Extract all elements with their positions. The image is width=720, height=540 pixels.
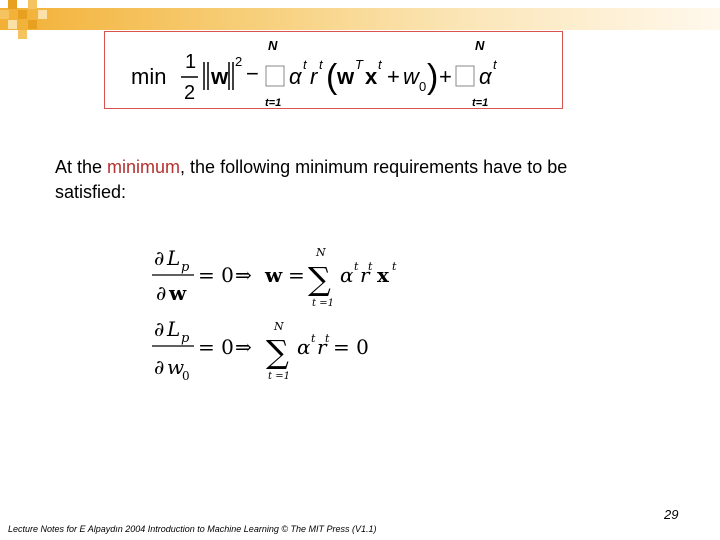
requirements-text [55, 155, 655, 205]
half-denominator: 2 [184, 82, 196, 104]
superscript-t: t [368, 260, 373, 273]
sum-upper-n: N [274, 320, 284, 333]
r-symbol: r [310, 64, 318, 89]
superscript-t: t [378, 57, 382, 72]
text-suffix: , the following minimum requirements have to be [180, 157, 568, 177]
x-bold: x [377, 263, 389, 287]
partial-symbol: ∂ [154, 355, 165, 379]
summation: ∑ [308, 260, 331, 298]
r-symbol: r [360, 263, 370, 287]
deco-square [8, 0, 17, 9]
alpha: α [289, 64, 302, 89]
superscript-t: t [303, 57, 307, 72]
deco-square [28, 20, 37, 29]
sum-lower-t: t =1 [268, 371, 290, 382]
partial-symbol: ∂ [154, 317, 165, 341]
w0-w: w [403, 64, 419, 89]
minus-sign: − [246, 61, 259, 86]
text-prefix: At the [55, 157, 108, 177]
alpha: α [479, 64, 492, 89]
highlight-minimum: minimum [107, 157, 181, 177]
w-transpose: w [337, 64, 355, 89]
implies-arrow: ⇒ [235, 263, 252, 287]
equals-zero: = 0 [198, 263, 234, 287]
plus-sign: + [387, 64, 400, 89]
deco-square [38, 10, 47, 19]
footer-credit: Lecture Notes for E Alpaydın 2004 Introduction to Machine Learning © The MIT Press (V1.1) [8, 524, 377, 534]
w0-subscript: 0 [182, 369, 190, 383]
deco-square [18, 30, 27, 39]
sum-lower-t: t=1 [472, 97, 489, 109]
sum-upper-n: N [268, 38, 278, 53]
summation: ∑ [266, 333, 289, 371]
superscript-t: t [311, 332, 316, 345]
partial-symbol: ∂ [156, 281, 167, 305]
sum-lower-t: t =1 [312, 298, 334, 309]
lp-subscript: p [181, 260, 190, 275]
right-paren: ) [427, 58, 439, 96]
equals-zero: = 0 [333, 335, 369, 359]
plus-sign: + [439, 64, 452, 89]
deco-square [0, 10, 9, 19]
deco-square [18, 10, 27, 19]
square-exponent: 2 [235, 54, 243, 69]
sum-upper-n: N [316, 246, 326, 259]
min-operator: min [131, 64, 167, 89]
equals-sign: = [288, 263, 305, 287]
implies-arrow: ⇒ [235, 335, 252, 359]
w-bold: w [169, 281, 187, 305]
deco-square [28, 0, 37, 9]
superscript-t: t [392, 260, 397, 273]
text-line2: satisfied: [55, 182, 127, 202]
r-symbol: r [317, 335, 327, 359]
superscript-t: t [493, 57, 497, 72]
superscript-t: t [319, 57, 323, 72]
w0-w: w [167, 355, 185, 379]
page-number: 29 [664, 507, 679, 522]
sum-lower-t: t=1 [265, 97, 282, 109]
objective-formula-box [104, 31, 563, 109]
header-band [0, 8, 720, 30]
w-bold: w [265, 263, 283, 287]
derivative-equations [150, 240, 410, 390]
x-vector: x [365, 64, 378, 89]
missing-sum-glyph [456, 66, 474, 86]
deco-square [8, 20, 17, 29]
transpose-t: T [355, 57, 363, 72]
lp-L: L [167, 317, 181, 341]
alpha: α [297, 335, 311, 359]
equation-dL-dw [152, 246, 397, 309]
superscript-t: t [354, 260, 359, 273]
objective-formula [105, 32, 564, 110]
lp-L: L [167, 246, 181, 270]
w-vector: w [211, 64, 229, 89]
left-paren: ( [326, 58, 338, 96]
equals-zero: = 0 [198, 335, 234, 359]
superscript-t: t [325, 332, 330, 345]
partial-symbol: ∂ [154, 246, 165, 270]
sum-upper-n: N [475, 38, 485, 53]
alpha: α [340, 263, 354, 287]
w0-subscript: 0 [419, 79, 427, 94]
missing-sum-glyph [266, 66, 284, 86]
half-numerator: 1 [185, 51, 197, 73]
lp-subscript: p [181, 331, 190, 346]
equation-dL-dw0 [152, 317, 369, 383]
